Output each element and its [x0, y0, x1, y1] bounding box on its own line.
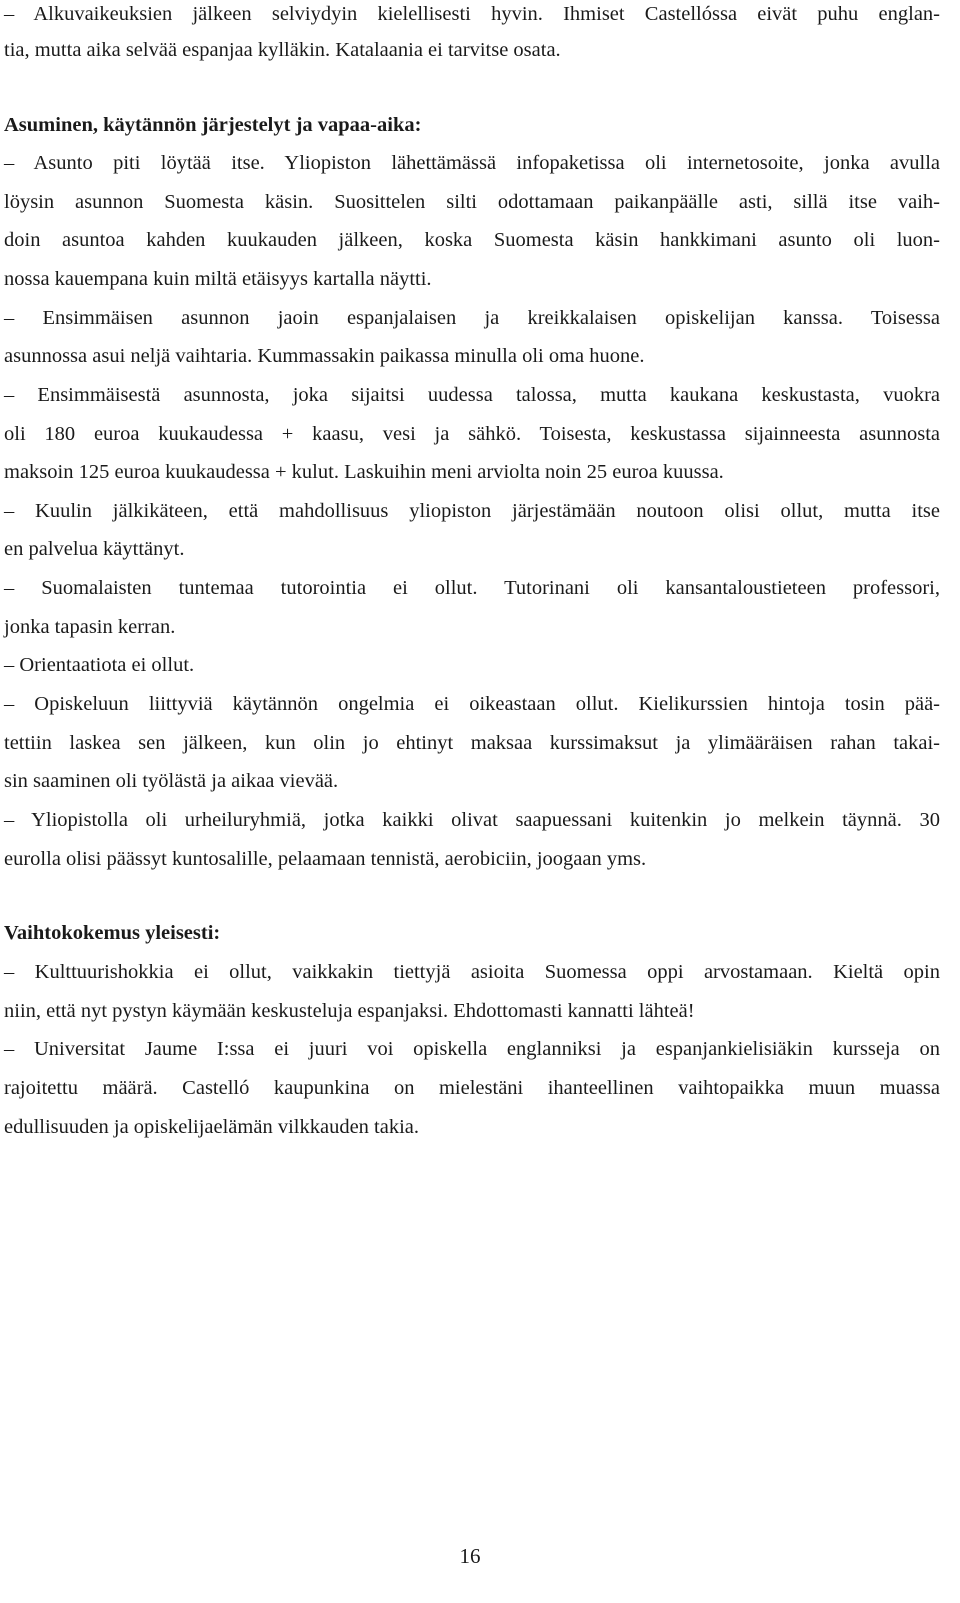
text-line: rajoitettu määrä. Castelló kaupunkina on mielestäni ihanteellinen vaihtopaikka muun muassa — [4, 1077, 940, 1099]
text-line: jonka tapasin kerran. — [4, 616, 176, 638]
text-line: oli 180 euroa kuukaudessa + kaasu, vesi ja sähkö. Toisesta, keskustassa sijainneesta asunnosta — [4, 423, 940, 445]
text-line: sin saaminen oli työlästä ja aikaa vievää. — [4, 770, 339, 792]
text-line: – Opiskeluun liittyviä käytännön ongelmia ei oikeastaan ollut. Kielikurssien hintoja tosin pää- — [4, 693, 940, 715]
text-line: – Kulttuurishokkia ei ollut, vaikkakin tiettyjä asioita Suomessa oppi arvostamaan. Kieltä opin — [4, 961, 940, 983]
text-line: – Ensimmäisen asunnon jaoin espanjalaisen ja kreikkalaisen opiskelijan kanssa. Toisessa — [4, 307, 940, 329]
text-line: tia, mutta aika selvää espanjaa kylläkin. Katalaania ei tarvitse osata. — [4, 39, 561, 61]
page-number: 16 — [459, 1544, 481, 1568]
text-line: edullisuuden ja opiskelijaelämän vilkkauden takia. — [4, 1116, 420, 1138]
text-line: asunnossa asui neljä vaihtaria. Kummassakin paikassa minulla oli oma huone. — [4, 345, 645, 367]
text-line: löysin asunnon Suomesta käsin. Suosittelen silti odottamaan paikanpäälle asti, sillä itse vaih- — [4, 191, 940, 213]
text-line: eurolla olisi päässyt kuntosalille, pelaamaan tennistä, aerobiciin, joogaan yms. — [4, 848, 647, 870]
text-line: – Kuulin jälkikäteen, että mahdollisuus yliopiston järjestämään noutoon olisi ollut, mutta itse — [4, 500, 940, 522]
text-line: en palvelua käyttänyt. — [4, 538, 185, 560]
text-line: niin, että nyt pystyn käymään keskusteluja espanjaksi. Ehdottomasti kannatti lähteä! — [4, 1000, 695, 1022]
text-line: – Orientaatiota ei ollut. — [4, 654, 195, 676]
text-line: tettiin laskea sen jälkeen, kun olin jo ehtinyt maksaa kurssimaksut ja ylimääräisen rahan takai- — [4, 732, 940, 754]
text-line: – Alkuvaikeuksien jälkeen selviydyin kielellisesti hyvin. Ihmiset Castellóssa eivät puhu englan- — [4, 3, 940, 25]
text-line: – Universitat Jaume I:ssa ei juuri voi opiskella englanniksi ja espanjankielisiäkin kursseja on — [4, 1038, 940, 1060]
text-line: doin asuntoa kahden kuukauden jälkeen, koska Suomesta käsin hankkimani asunto oli luon- — [4, 229, 940, 251]
text-line: – Ensimmäisestä asunnosta, joka sijaitsi uudessa talossa, mutta kaukana keskustasta, vuokra — [4, 384, 940, 406]
text-line: – Suomalaisten tuntemaa tutorointia ei ollut. Tutorinani oli kansantaloustieteen professori, — [4, 577, 940, 599]
text-line: – Asunto piti löytää itse. Yliopiston lähettämässä infopaketissa oli internetosoite, jonka avulla — [4, 152, 940, 174]
text-line: maksoin 125 euroa kuukaudessa + kulut. Laskuihin meni arviolta noin 25 euroa kuussa. — [4, 461, 724, 483]
section-heading-housing: Asuminen, käytännön järjestelyt ja vapaa-aika: — [4, 114, 422, 136]
text-line: nossa kauempana kuin miltä etäisyys kartalla näytti. — [4, 268, 432, 290]
section-heading-overall: Vaihtokokemus yleisesti: — [4, 922, 221, 944]
text-line: – Yliopistolla oli urheiluryhmiä, jotka kaikki olivat saapuessani kuitenkin jo melkein täynnä. 30 — [4, 809, 940, 831]
